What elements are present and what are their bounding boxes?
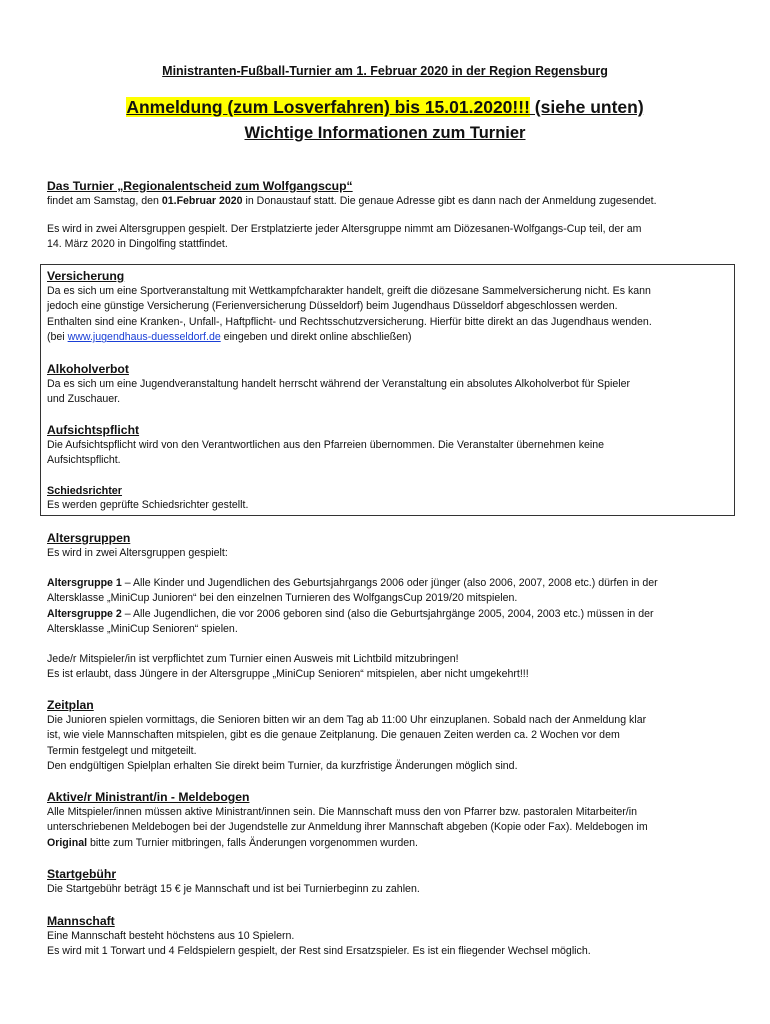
text: findet am Samstag, den	[47, 195, 162, 207]
paragraph-line: Jede/r Mitspieler/in ist verpflichtet zum Turnier einen Ausweis mit Lichtbild mitzubringen!	[47, 653, 459, 665]
paragraph-line: Da es sich um eine Sportveranstaltung mit Wettkampfcharakter handelt, greift die diözesane Sammelversicherung nicht. Es kann	[47, 285, 651, 297]
group2-label: Altersgruppe 2	[47, 607, 122, 620]
paragraph-line: Die Aufsichtspflicht wird von den Verantwortlichen aus den Pfarreien übernommen. Die Veranstalter übernehmen keine	[47, 439, 605, 451]
zeitplan-heading: Zeitplan	[47, 698, 94, 712]
meldebogen-heading: Aktive/r Ministrant/in - Meldebogen	[47, 790, 250, 804]
deadline-highlight: Anmeldung (zum Losverfahren) bis 15.01.2020!!!	[126, 97, 530, 117]
group1-label: Altersgruppe 1	[47, 577, 122, 589]
paragraph-line: Den endgültigen Spielplan erhalten Sie direkt beim Turnier, da kurzfristige Änderungen möglich sind.	[47, 760, 518, 773]
paragraph-line: Es ist erlaubt, dass Jüngere in der Altersgruppe „MiniCup Senioren“ mitspielen, aber nicht umgekehrt!!!	[47, 668, 529, 681]
paragraph-line: Es wird in zwei Altersgruppen gespielt:	[47, 547, 228, 559]
paragraph-line: Aufsichtspflicht.	[47, 454, 121, 467]
mannschaft-heading: Mannschaft	[47, 914, 115, 928]
paragraph-line	[47, 576, 727, 591]
paragraph-line: unterschriebenen Meldebogen bei der Jugendstelle zur Anmeldung ihrer Mannschaft abgeben (Kopie oder Fax). Meldebogen im	[47, 821, 648, 834]
alkohol-heading: Alkoholverbot	[47, 362, 129, 376]
paragraph-line: Es wird in zwei Altersgruppen gespielt. Der Erstplatzierte jeder Altersgruppe nimmt am Diözesanen-Wolfgangs-Cup teil, der am	[47, 223, 642, 235]
paragraph-line	[47, 607, 727, 622]
paragraph-line: Termin festgelegt und mitgeteilt.	[47, 744, 197, 757]
altersgruppen-heading: Altersgruppen	[47, 531, 131, 545]
section-startgebuehr	[47, 866, 727, 897]
section-aufsichtspflicht	[47, 422, 727, 469]
jugendhaus-link[interactable]: www.jugendhaus-duesseldorf.de	[67, 331, 221, 344]
section-alkoholverbot	[47, 361, 727, 408]
altersgruppen-notes	[47, 652, 727, 683]
info-title: Wichtige Informationen zum Turnier	[244, 124, 526, 142]
paragraph-line: Eine Mannschaft besteht höchstens aus 10 Spielern.	[47, 930, 295, 942]
section-mannschaft	[47, 913, 727, 960]
section-turnier-p2	[47, 222, 727, 253]
paragraph-line: Es werden geprüfte Schiedsrichter gestellt.	[47, 499, 249, 511]
deadline-note: (siehe unten)	[529, 97, 644, 117]
turnier-date: 01.Februar 2020	[161, 195, 243, 207]
event-title: Ministranten-Fußball-Turnier am 1. Februar 2020 in der Region Regensburg	[162, 64, 608, 78]
section-versicherung	[47, 268, 727, 346]
section-schiedsrichter	[47, 484, 727, 513]
paragraph-line: Da es sich um eine Jugendveranstaltung handelt herrscht während der Veranstaltung ein absolutes Alkoholverbot für Spieler	[47, 378, 631, 390]
paragraph-line: 14. März 2020 in Dingolfing stattfindet.	[47, 238, 228, 251]
altersgruppen-details	[47, 576, 727, 638]
section-altersgruppen	[47, 530, 727, 561]
paragraph-line	[47, 330, 727, 345]
paragraph-line: Enthalten sind eine Kranken-, Unfall-, Haftpflicht- und Rechtsschutzversicherung. Hierfür bitte direkt an das Jugendhaus wenden.	[47, 315, 652, 328]
section-zeitplan	[47, 697, 727, 775]
turnier-date-line	[47, 194, 727, 209]
text: in Donaustauf statt. Die genaue Adresse gibt es dann nach der Anmeldung zugesendet.	[242, 195, 657, 207]
aufsicht-heading: Aufsichtspflicht	[47, 423, 140, 437]
section-turnier	[47, 178, 727, 209]
text: – Alle Kinder und Jugendlichen des Geburtsjahrgangs 2006 oder jünger (also 2006, 2007, 2008 etc.) dürfen in der	[121, 577, 658, 589]
text: – Alle Jugendlichen, die vor 2006 geboren sind (also die Geburtsjahrgänge 2005, 2004, 2003 etc.) müssen in der	[121, 607, 654, 620]
text: bitte zum Turnier mitbringen, falls Änderungen vorgenommen wurden.	[87, 836, 418, 849]
paragraph-line: Es wird mit 1 Torwart und 4 Feldspielern gespielt, der Rest sind Ersatzspieler. Es ist ein fliegender Wechsel möglich.	[47, 945, 591, 958]
paragraph-line: jedoch eine günstige Versicherung (Ferienversicherung Düsseldorf) beim Jugendhaus Düsseldorf abgeschlossen werden.	[47, 300, 618, 313]
text: eingeben und direkt online abschließen)	[220, 331, 412, 344]
paragraph-line	[47, 836, 727, 851]
paragraph-line: Altersklasse „MiniCup Junioren“ bei den einzelnen Turnieren des WolfgangsCup 2019/20 mitspielen.	[47, 592, 518, 605]
text: (bei	[47, 331, 68, 344]
paragraph-line: Altersklasse „MiniCup Senioren“ spielen.	[47, 623, 238, 636]
versicherung-heading: Versicherung	[47, 269, 125, 283]
paragraph-line: und Zuschauer.	[47, 393, 121, 406]
schiedsrichter-heading: Schiedsrichter	[47, 485, 123, 497]
section-meldebogen	[47, 789, 727, 851]
paragraph-line: ist, wie viele Mannschaften mitspielen, gibt es die genaue Zeitplanung. Die genauen Zeiten werden ca. 2 Wochen vor dem	[47, 729, 620, 742]
paragraph-line: Alle Mitspieler/innen müssen aktive Ministrant/innen sein. Die Mannschaft muss den von Pfarrer bzw. pastoralen Mitarbeiter/in	[47, 806, 637, 818]
startgebuehr-heading: Startgebühr	[47, 867, 117, 881]
original-emphasis: Original	[47, 836, 88, 849]
registration-deadline	[0, 97, 770, 118]
paragraph-line: Die Startgebühr beträgt 15 € je Mannschaft und ist bei Turnierbeginn zu zahlen.	[47, 883, 420, 895]
paragraph-line: Die Junioren spielen vormittags, die Senioren bitten wir an dem Tag ab 11:00 Uhr einzuplanen. Sobald nach der Anmeldung klar	[47, 714, 647, 726]
turnier-heading: Das Turnier „Regionalentscheid zum Wolfgangscup“	[47, 179, 353, 193]
